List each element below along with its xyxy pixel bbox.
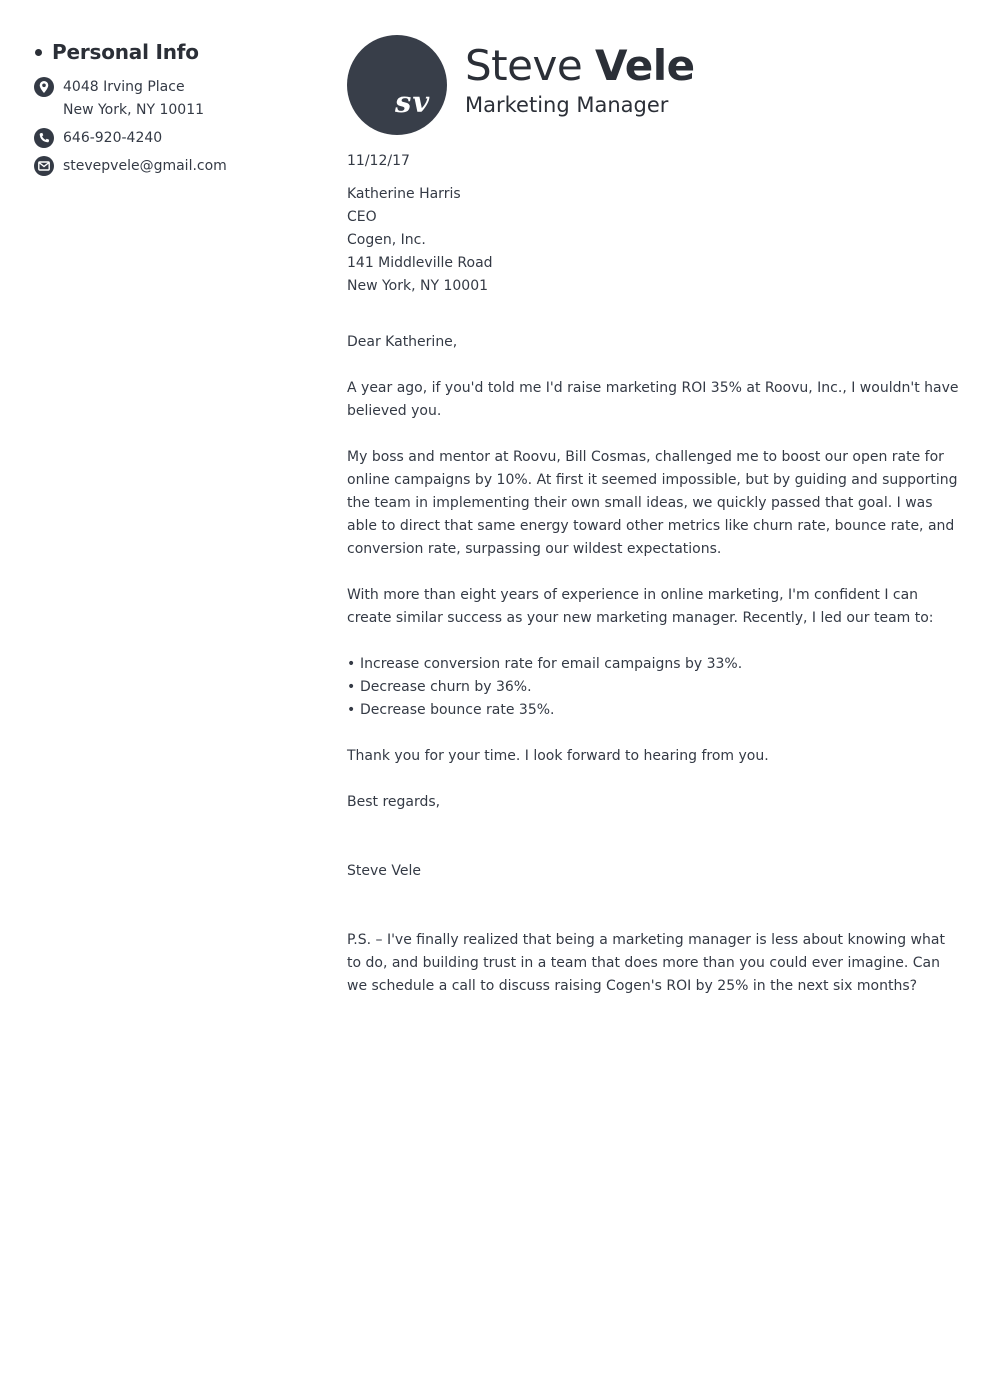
letter-date: 11/12/17 — [347, 153, 410, 169]
location-pin-icon — [34, 77, 54, 97]
recipient-street: 141 Middleville Road — [347, 255, 493, 271]
recipient-city: New York, NY 10001 — [347, 278, 489, 294]
cover-letter — [347, 35, 962, 998]
letter-header — [347, 35, 962, 135]
bullet-icon: • — [347, 679, 356, 695]
first-name: Steve — [465, 41, 583, 90]
phone-item — [34, 127, 314, 150]
phone-icon — [34, 128, 54, 148]
list-item — [347, 676, 962, 699]
recipient-block — [347, 183, 962, 298]
salutation: Dear Katherine, — [347, 334, 458, 350]
email-item — [34, 155, 314, 178]
contact-info-list — [34, 76, 314, 178]
list-item — [347, 653, 962, 676]
address-item — [34, 76, 314, 122]
recipient-name: Katherine Harris — [347, 186, 461, 202]
section-title-text: Personal Info — [52, 40, 199, 64]
recipient-company: Cogen, Inc. — [347, 232, 426, 248]
phone-number[interactable]: 646-920-4240 — [63, 130, 163, 146]
address-line-1: 4048 Irving Place — [63, 79, 185, 95]
sidebar — [34, 38, 314, 183]
job-title: Marketing Manager — [465, 93, 669, 117]
applicant-name — [465, 41, 695, 91]
list-item — [347, 699, 962, 722]
avatar — [347, 35, 447, 135]
achievements-list — [347, 653, 962, 722]
bullet-icon: • — [347, 656, 356, 672]
name-block — [465, 41, 695, 119]
bullet-text: Decrease churn by 36%. — [360, 679, 532, 695]
closing-paragraph: Thank you for your time. I look forward to hearing from you. — [347, 748, 769, 764]
bullet-text: Decrease bounce rate 35%. — [360, 702, 555, 718]
bullet-text: Increase conversion rate for email campaigns by 33%. — [360, 656, 743, 672]
recipient-title: CEO — [347, 209, 377, 225]
bullet-icon: • — [347, 702, 356, 718]
sign-off: Best regards, — [347, 794, 441, 810]
signature: Steve Vele — [347, 863, 421, 879]
mail-icon — [34, 156, 54, 176]
address-line-2: New York, NY 10011 — [63, 102, 205, 118]
last-name: Vele — [595, 41, 695, 90]
paragraph-1: A year ago, if you'd told me I'd raise marketing ROI 35% at Roovu, Inc., I wouldn't have believed you. — [347, 380, 959, 419]
paragraph-3: With more than eight years of experience in online marketing, I'm confident I can create similar success as your new marketing manager. Recently, I led our team to: — [347, 587, 934, 626]
bullet-dot-icon — [35, 49, 42, 56]
email-address[interactable]: stevepvele@gmail.com — [63, 158, 227, 174]
postscript: P.S. – I've finally realized that being a marketing manager is less about knowing what to do, and building trust in a team that does more than you could ever imagine. Can we schedule a call to discuss raising Cogen's ROI by 25% in the next six months? — [347, 932, 945, 994]
paragraph-2: My boss and mentor at Roovu, Bill Cosmas, challenged me to boost our open rate for online campaigns by 10%. At first it seemed impossible, but by guiding and supporting the team in implementing their own small ideas, we quickly passed that goal. I was able to direct that same energy toward other metrics like churn rate, bounce rate, and conversion rate, surpassing our wildest expectations. — [347, 449, 958, 557]
personal-info-heading — [34, 38, 314, 66]
letter-body — [347, 150, 962, 998]
avatar-initials: sv — [395, 85, 431, 119]
